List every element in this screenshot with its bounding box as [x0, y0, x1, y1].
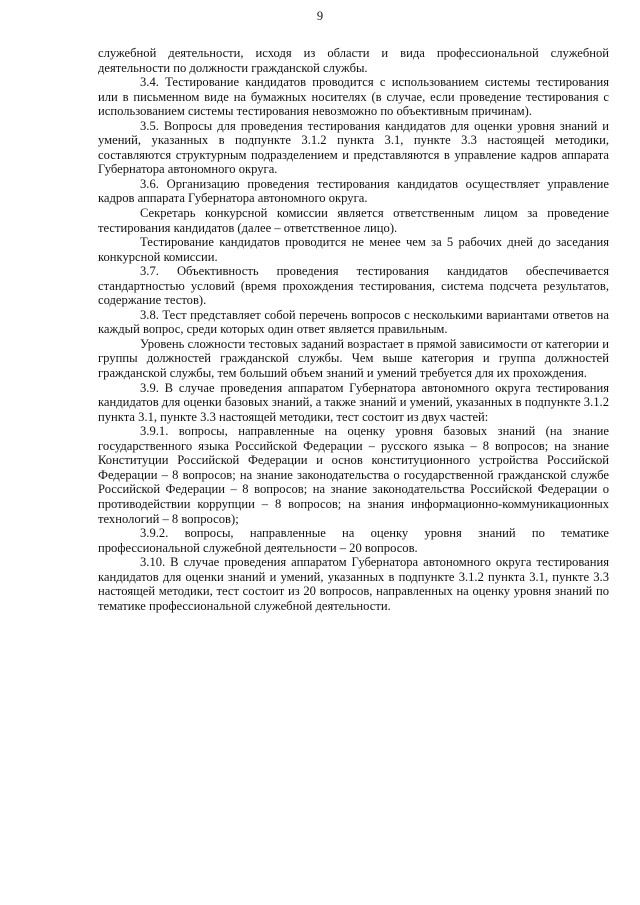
paragraph-secretary: Секретарь конкурсной комиссии является ответственным лицом за проведение тестирования кандидатов (далее – ответственное лицо). [98, 206, 609, 235]
paragraph-testing-deadline: Тестирование кандидатов проводится не менее чем за 5 рабочих дней до заседания конкурсной комиссии. [98, 235, 609, 264]
paragraph-3-6: 3.6. Организацию проведения тестирования кандидатов осуществляет управление кадров аппарата Губернатора автономного округа. [98, 176, 609, 206]
paragraph-3-9-2: 3.9.2. вопросы, направленные на оценку уровня знаний по тематике профессиональной служебной деятельности – 20 вопросов. [98, 526, 609, 555]
paragraph-difficulty: Уровень сложности тестовых заданий возрастает в прямой зависимости от категории и группы должностей гражданской службы. Чем выше категория и группа должностей гражданской службы, тем больший объем знаний и умений требуется для их прохождения. [98, 336, 609, 381]
document-body [98, 46, 609, 613]
page-number: 9 [316, 9, 324, 23]
paragraph-3-4: 3.4. Тестирование кандидатов проводится с использованием системы тестирования или в письменном виде на бумажных носителях (в случае, если проведение тестирования с использованием системы тестирования невозможно по объективным причинам). [98, 75, 609, 119]
paragraph-3-7: 3.7. Объективность проведения тестирования кандидатов обеспечивается стандартностью условий (время прохождения тестирования, система подсчета результатов, содержание тестов). [98, 264, 609, 308]
paragraph-3-5: 3.5. Вопросы для проведения тестирования кандидатов для оценки уровня знаний и умений, указанных в подпункте 3.1.2 пункта 3.1, пункте 3.3 настоящей методики, составляются структурным подразделением и представляются в управление кадров аппарата Губернатора автономного округа. [98, 118, 609, 177]
paragraph-3-8: 3.8. Тест представляет собой перечень вопросов с несколькими вариантами ответов на каждый вопрос, среди которых один ответ является правильным. [98, 307, 609, 337]
paragraph-3-9: 3.9. В случае проведения аппаратом Губернатора автономного округа тестирования кандидатов для оценки базовых знаний, а также знаний и умений, указанных в подпункте 3.1.2 пункта 3.1, пункте 3.3 настоящей методики, тест состоит из двух частей: [98, 380, 609, 424]
paragraph-3-10: 3.10. В случае проведения аппаратом Губернатора автономного округа тестирования кандидатов для оценки знаний и умений, указанных в подпункте 3.1.2 пункта 3.1, пункте 3.3 настоящей методики, тест состоит из 20 вопросов, направленных на оценку уровня знаний по тематике профессиональной служебной деятельности. [98, 555, 609, 613]
paragraph-continuation: служебной деятельности, исходя из области и вида профессиональной служебной деятельности по должности гражданской службы. [98, 46, 609, 75]
paragraph-3-9-1: 3.9.1. вопросы, направленные на оценку уровня базовых знаний (на знание государственного языка Российской Федерации – русского языка – 8 вопросов; на знание Конституции Российской Федерации и основ конституционного устройства Российской Федерации – 8 вопросов; на знание законодательства о государственной гражданской службе Российской Федерации – 8 вопросов; на знание законодательства Российской Федерации о противодействии коррупции – 8 вопросов; на знания информационно-коммуникационных технологий – 8 вопросов); [98, 424, 609, 526]
